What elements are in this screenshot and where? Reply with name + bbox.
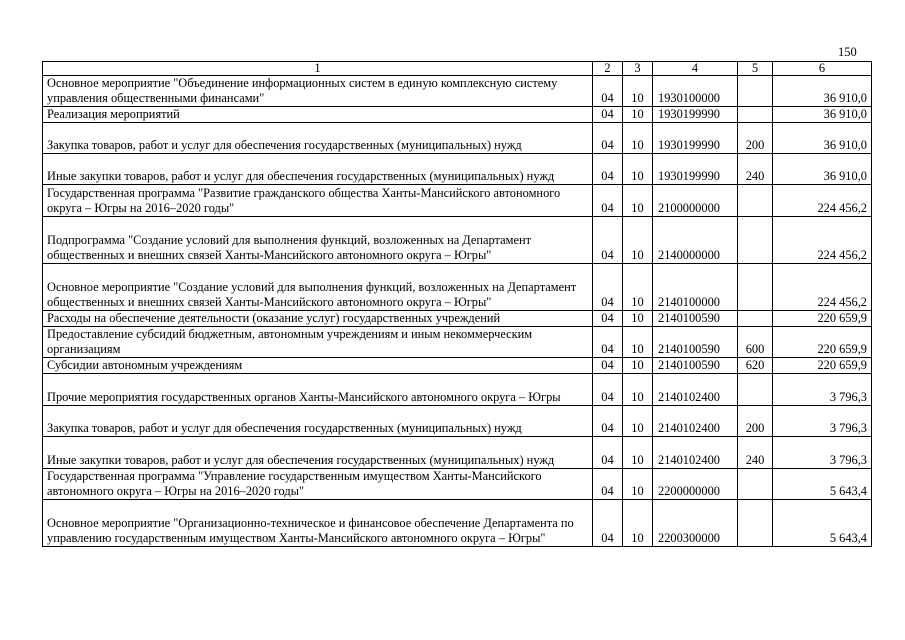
section-code-cell: 04 bbox=[593, 374, 623, 406]
amount-cell: 36 910,0 bbox=[773, 76, 872, 107]
expense-type-cell: 240 bbox=[738, 154, 773, 185]
page-number: 150 bbox=[838, 45, 857, 59]
table-row bbox=[43, 374, 872, 406]
row-name-cell: Основное мероприятие "Объединение информационных систем в единую комплексную систему управления общественными финансами" bbox=[43, 76, 593, 107]
expense-type-cell bbox=[738, 107, 773, 123]
amount-cell: 5 643,4 bbox=[773, 500, 872, 547]
target-article-cell: 2100000000 bbox=[653, 185, 738, 217]
expense-type-cell: 240 bbox=[738, 437, 773, 469]
section-code-cell: 04 bbox=[593, 358, 623, 374]
row-name-cell: Реализация мероприятий bbox=[43, 107, 593, 123]
row-name-cell: Подпрограмма "Создание условий для выполнения функций, возложенных на Департамент общественных и внешних связей Ханты-Мансийского автономного округа – Югры" bbox=[43, 217, 593, 264]
amount-cell: 3 796,3 bbox=[773, 406, 872, 437]
target-article-cell: 2200000000 bbox=[653, 469, 738, 500]
section-code-cell: 04 bbox=[593, 185, 623, 217]
section-code-cell: 04 bbox=[593, 264, 623, 311]
row-name-cell: Закупка товаров, работ и услуг для обеспечения государственных (муниципальных) нужд bbox=[43, 406, 593, 437]
amount-cell: 220 659,9 bbox=[773, 358, 872, 374]
target-article-cell: 1930199990 bbox=[653, 154, 738, 185]
expense-type-cell: 200 bbox=[738, 123, 773, 154]
expense-type-cell bbox=[738, 185, 773, 217]
section-code-cell: 04 bbox=[593, 107, 623, 123]
target-article-cell: 2140102400 bbox=[653, 437, 738, 469]
expense-type-cell bbox=[738, 76, 773, 107]
amount-cell: 220 659,9 bbox=[773, 327, 872, 358]
section-code-cell: 04 bbox=[593, 437, 623, 469]
column-header: 2 bbox=[593, 62, 623, 76]
subsection-code-cell: 10 bbox=[623, 374, 653, 406]
table-row bbox=[43, 123, 872, 154]
table-row bbox=[43, 185, 872, 217]
table-row bbox=[43, 107, 872, 123]
target-article-cell: 2140100590 bbox=[653, 358, 738, 374]
table-row bbox=[43, 437, 872, 469]
table-row bbox=[43, 469, 872, 500]
row-name-cell: Предоставление субсидий бюджетным, автономным учреждениям и иным некоммерческим организациям bbox=[43, 327, 593, 358]
expense-type-cell bbox=[738, 311, 773, 327]
expense-type-cell bbox=[738, 374, 773, 406]
row-name-cell: Государственная программа "Управление государственным имуществом Ханты-Мансийского автономного округа – Югры на 2016–2020 годы" bbox=[43, 469, 593, 500]
row-name-cell: Государственная программа "Развитие гражданского общества Ханты-Мансийского автономного округа – Югры на 2016–2020 годы" bbox=[43, 185, 593, 217]
target-article-cell: 2140100000 bbox=[653, 264, 738, 311]
expense-type-cell bbox=[738, 469, 773, 500]
table-row bbox=[43, 358, 872, 374]
section-code-cell: 04 bbox=[593, 327, 623, 358]
target-article-cell: 2140100590 bbox=[653, 327, 738, 358]
row-name-cell: Основное мероприятие "Создание условий для выполнения функций, возложенных на Департамент общественных и внешних связей Ханты-Мансийского автономного округа – Югры" bbox=[43, 264, 593, 311]
subsection-code-cell: 10 bbox=[623, 264, 653, 311]
section-code-cell: 04 bbox=[593, 154, 623, 185]
subsection-code-cell: 10 bbox=[623, 217, 653, 264]
section-code-cell: 04 bbox=[593, 217, 623, 264]
target-article-cell: 1930199990 bbox=[653, 107, 738, 123]
expense-type-cell: 200 bbox=[738, 406, 773, 437]
row-name-cell: Иные закупки товаров, работ и услуг для обеспечения государственных (муниципальных) нужд bbox=[43, 154, 593, 185]
subsection-code-cell: 10 bbox=[623, 469, 653, 500]
row-name-cell: Прочие мероприятия государственных органов Ханты-Мансийского автономного округа – Югры bbox=[43, 374, 593, 406]
row-name-cell: Иные закупки товаров, работ и услуг для обеспечения государственных (муниципальных) нужд bbox=[43, 437, 593, 469]
amount-cell: 3 796,3 bbox=[773, 437, 872, 469]
row-name-cell: Расходы на обеспечение деятельности (оказание услуг) государственных учреждений bbox=[43, 311, 593, 327]
amount-cell: 220 659,9 bbox=[773, 311, 872, 327]
subsection-code-cell: 10 bbox=[623, 76, 653, 107]
amount-cell: 5 643,4 bbox=[773, 469, 872, 500]
subsection-code-cell: 10 bbox=[623, 123, 653, 154]
section-code-cell: 04 bbox=[593, 469, 623, 500]
section-code-cell: 04 bbox=[593, 500, 623, 547]
table-row bbox=[43, 154, 872, 185]
table-row bbox=[43, 217, 872, 264]
subsection-code-cell: 10 bbox=[623, 437, 653, 469]
section-code-cell: 04 bbox=[593, 406, 623, 437]
amount-cell: 36 910,0 bbox=[773, 123, 872, 154]
expense-type-cell: 600 bbox=[738, 327, 773, 358]
subsection-code-cell: 10 bbox=[623, 107, 653, 123]
amount-cell: 3 796,3 bbox=[773, 374, 872, 406]
column-header: 3 bbox=[623, 62, 653, 76]
budget-table bbox=[42, 61, 872, 547]
expense-type-cell bbox=[738, 264, 773, 311]
target-article-cell: 2140102400 bbox=[653, 406, 738, 437]
amount-cell: 224 456,2 bbox=[773, 185, 872, 217]
amount-cell: 36 910,0 bbox=[773, 154, 872, 185]
table-row bbox=[43, 500, 872, 547]
row-name-cell: Субсидии автономным учреждениям bbox=[43, 358, 593, 374]
target-article-cell: 2140000000 bbox=[653, 217, 738, 264]
column-header: 1 bbox=[43, 62, 593, 76]
target-article-cell: 1930100000 bbox=[653, 76, 738, 107]
target-article-cell: 2200300000 bbox=[653, 500, 738, 547]
section-code-cell: 04 bbox=[593, 76, 623, 107]
amount-cell: 36 910,0 bbox=[773, 107, 872, 123]
target-article-cell: 2140102400 bbox=[653, 374, 738, 406]
table-row bbox=[43, 76, 872, 107]
amount-cell: 224 456,2 bbox=[773, 264, 872, 311]
subsection-code-cell: 10 bbox=[623, 358, 653, 374]
row-name-cell: Основное мероприятие "Организационно-техническое и финансовое обеспечение Департамента по управлению государственным имуществом Ханты-Мансийского автономного округа – Югры" bbox=[43, 500, 593, 547]
section-code-cell: 04 bbox=[593, 311, 623, 327]
table-row bbox=[43, 327, 872, 358]
table-row bbox=[43, 311, 872, 327]
table-header-row bbox=[43, 62, 872, 76]
column-header: 5 bbox=[738, 62, 773, 76]
expense-type-cell: 620 bbox=[738, 358, 773, 374]
target-article-cell: 1930199990 bbox=[653, 123, 738, 154]
subsection-code-cell: 10 bbox=[623, 154, 653, 185]
expense-type-cell bbox=[738, 217, 773, 264]
row-name-cell: Закупка товаров, работ и услуг для обеспечения государственных (муниципальных) нужд bbox=[43, 123, 593, 154]
subsection-code-cell: 10 bbox=[623, 311, 653, 327]
subsection-code-cell: 10 bbox=[623, 185, 653, 217]
table-row bbox=[43, 264, 872, 311]
column-header: 6 bbox=[773, 62, 872, 76]
subsection-code-cell: 10 bbox=[623, 327, 653, 358]
amount-cell: 224 456,2 bbox=[773, 217, 872, 264]
expense-type-cell bbox=[738, 500, 773, 547]
column-header: 4 bbox=[653, 62, 738, 76]
subsection-code-cell: 10 bbox=[623, 500, 653, 547]
section-code-cell: 04 bbox=[593, 123, 623, 154]
table-row bbox=[43, 406, 872, 437]
target-article-cell: 2140100590 bbox=[653, 311, 738, 327]
subsection-code-cell: 10 bbox=[623, 406, 653, 437]
